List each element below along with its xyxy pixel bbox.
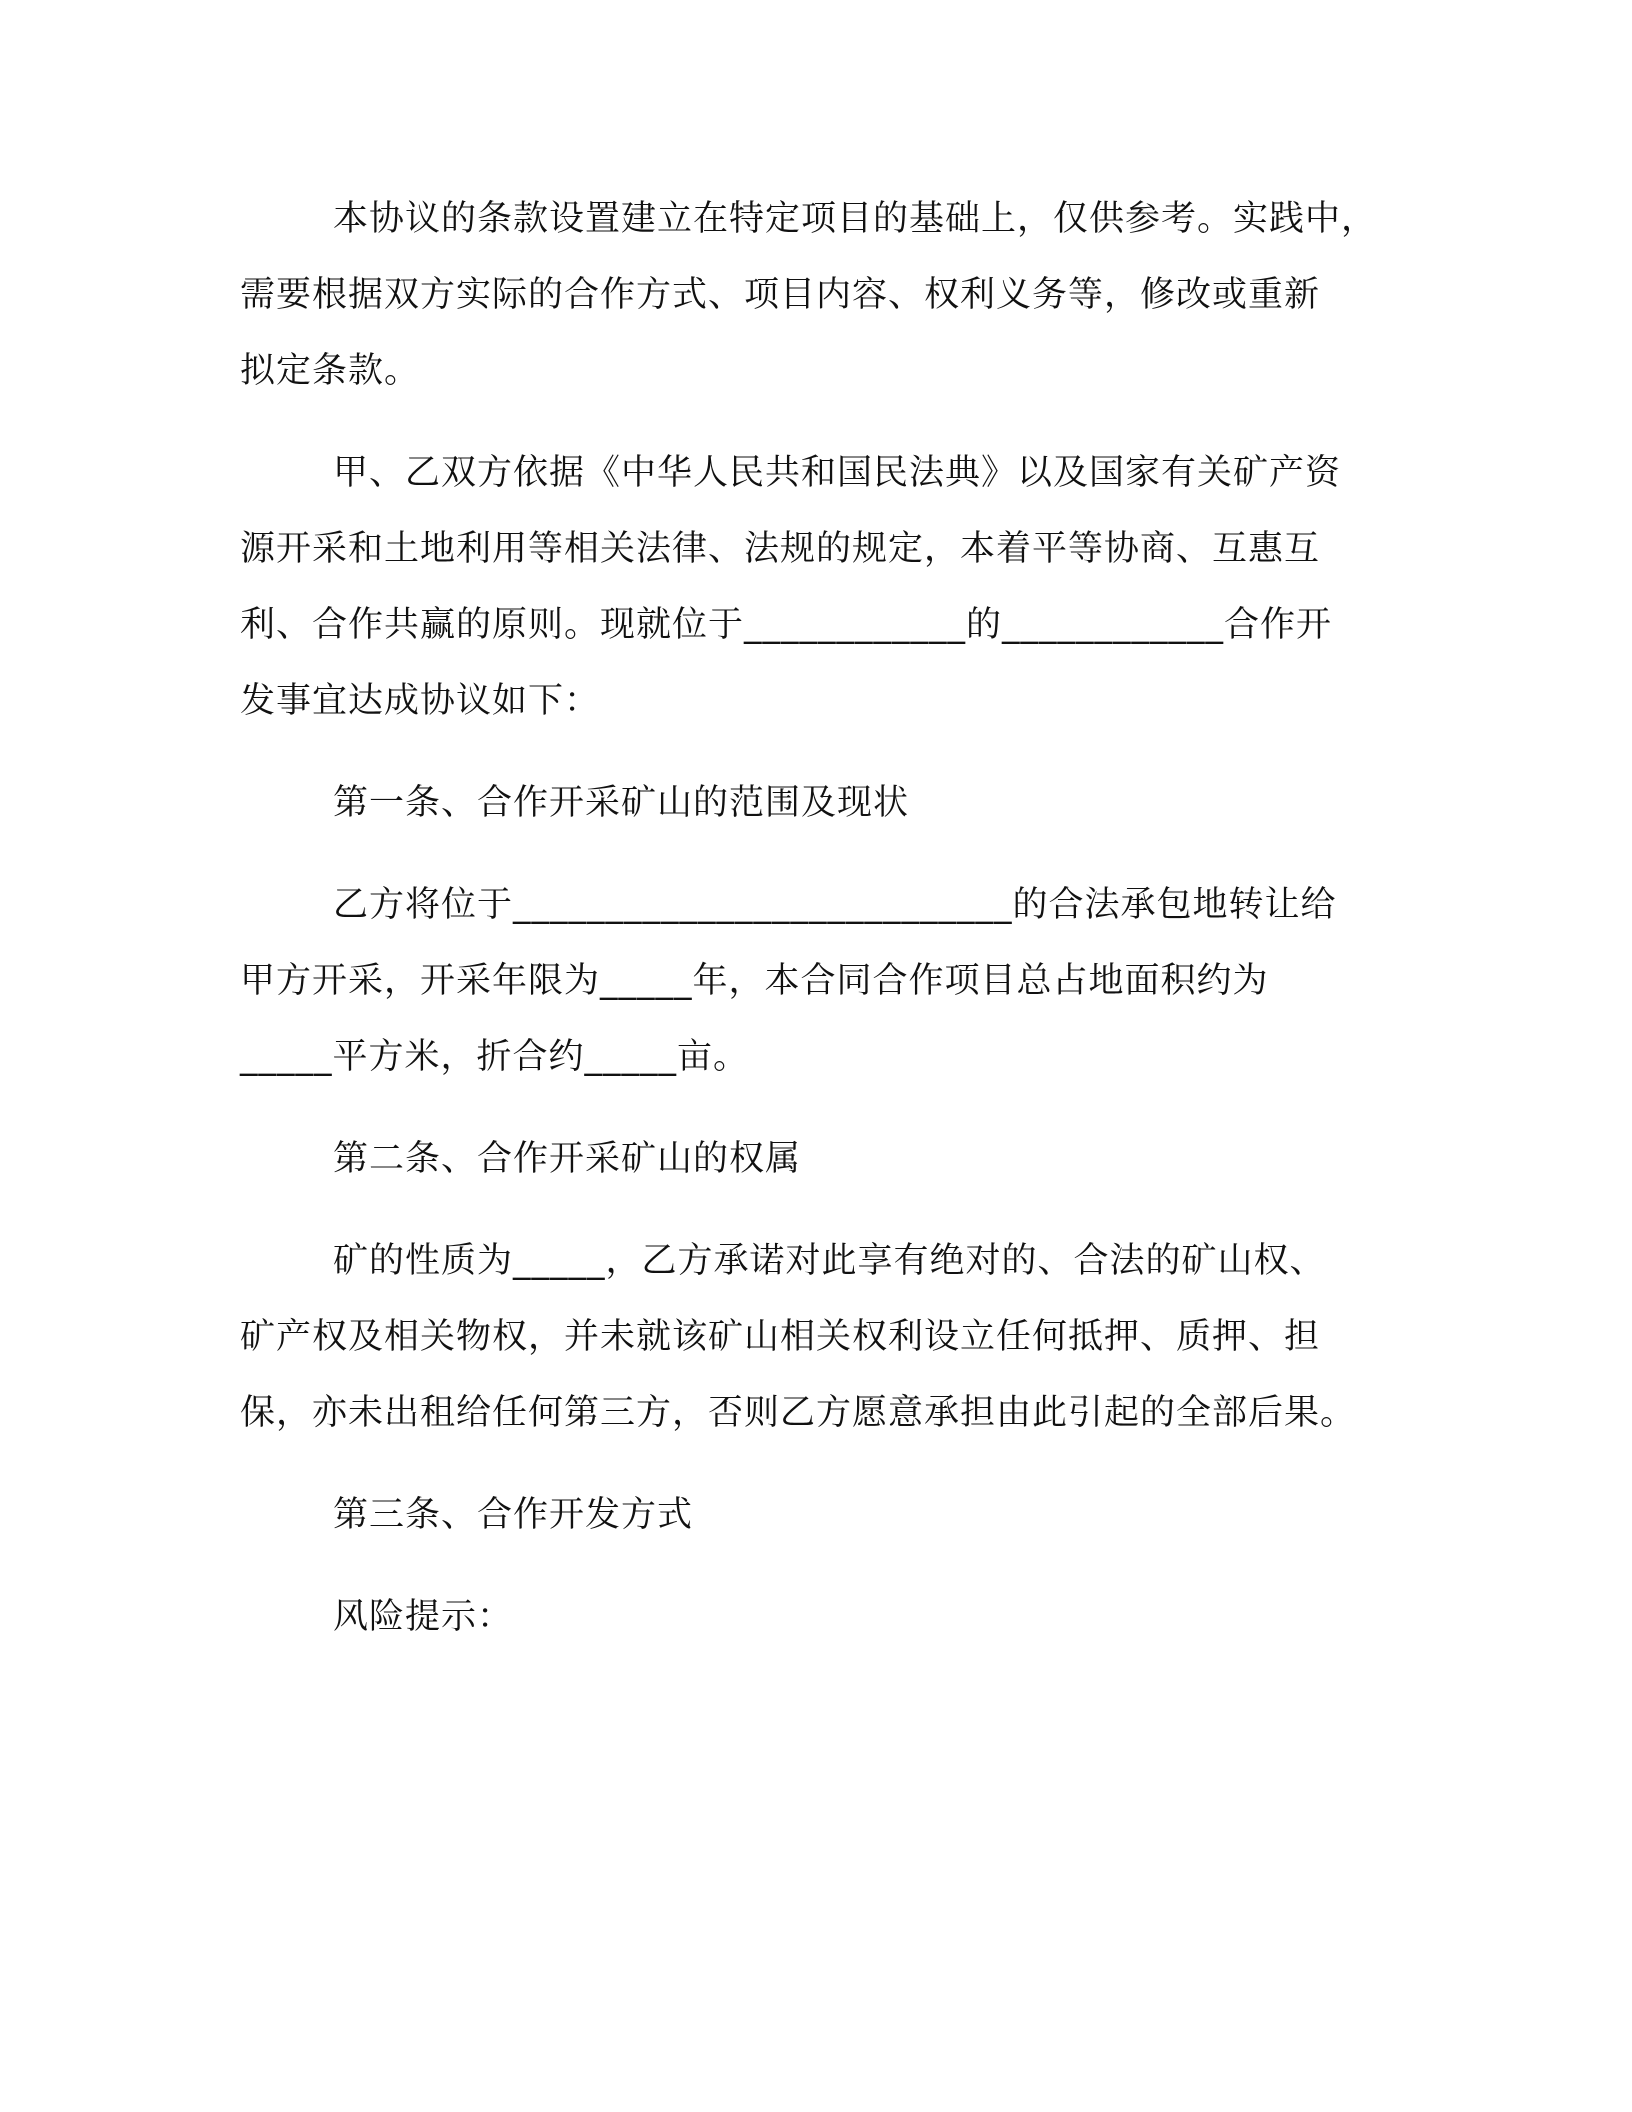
- article-3-heading: 第三条、合作开发方式: [333, 1495, 694, 1535]
- text-line: 发事宜达成协议如下：: [240, 681, 601, 721]
- text-line: 矿产权及相关物权，并未就该矿山相关权利设立任何抵押、质押、担: [240, 1317, 1321, 1357]
- text-line: 本协议的条款设置建立在特定项目的基础上，仅供参考。实践中，: [333, 199, 1378, 239]
- text-line: 拟定条款。: [240, 351, 421, 391]
- text-line: 甲方开采，开采年限为_____年，本合同合作项目总占地面积约为: [240, 961, 1269, 1001]
- text-line: 保，亦未出租给任何第三方，否则乙方愿意承担由此引起的全部后果。: [240, 1393, 1357, 1433]
- risk-notice-heading: 风险提示：: [333, 1597, 514, 1637]
- article-1-heading: 第一条、合作开采矿山的范围及现状: [333, 783, 910, 823]
- article-2-heading: 第二条、合作开采矿山的权属: [333, 1139, 802, 1179]
- text-line: 需要根据双方实际的合作方式、项目内容、权利义务等，修改或重新: [240, 275, 1321, 315]
- text-line: 甲、乙双方依据《中华人民共和国民法典》以及国家有关矿产资: [333, 453, 1342, 493]
- text-line: 利、合作共赢的原则。现就位于____________的____________合作开: [240, 605, 1333, 645]
- text-line: 矿的性质为_____，乙方承诺对此享有绝对的、合法的矿山权、: [333, 1241, 1326, 1281]
- text-line: _____平方米，折合约_____亩。: [240, 1037, 750, 1077]
- text-line: 源开采和土地利用等相关法律、法规的规定，本着平等协商、互惠互: [240, 529, 1321, 569]
- text-line: 乙方将位于___________________________的合法承包地转让给: [333, 885, 1337, 925]
